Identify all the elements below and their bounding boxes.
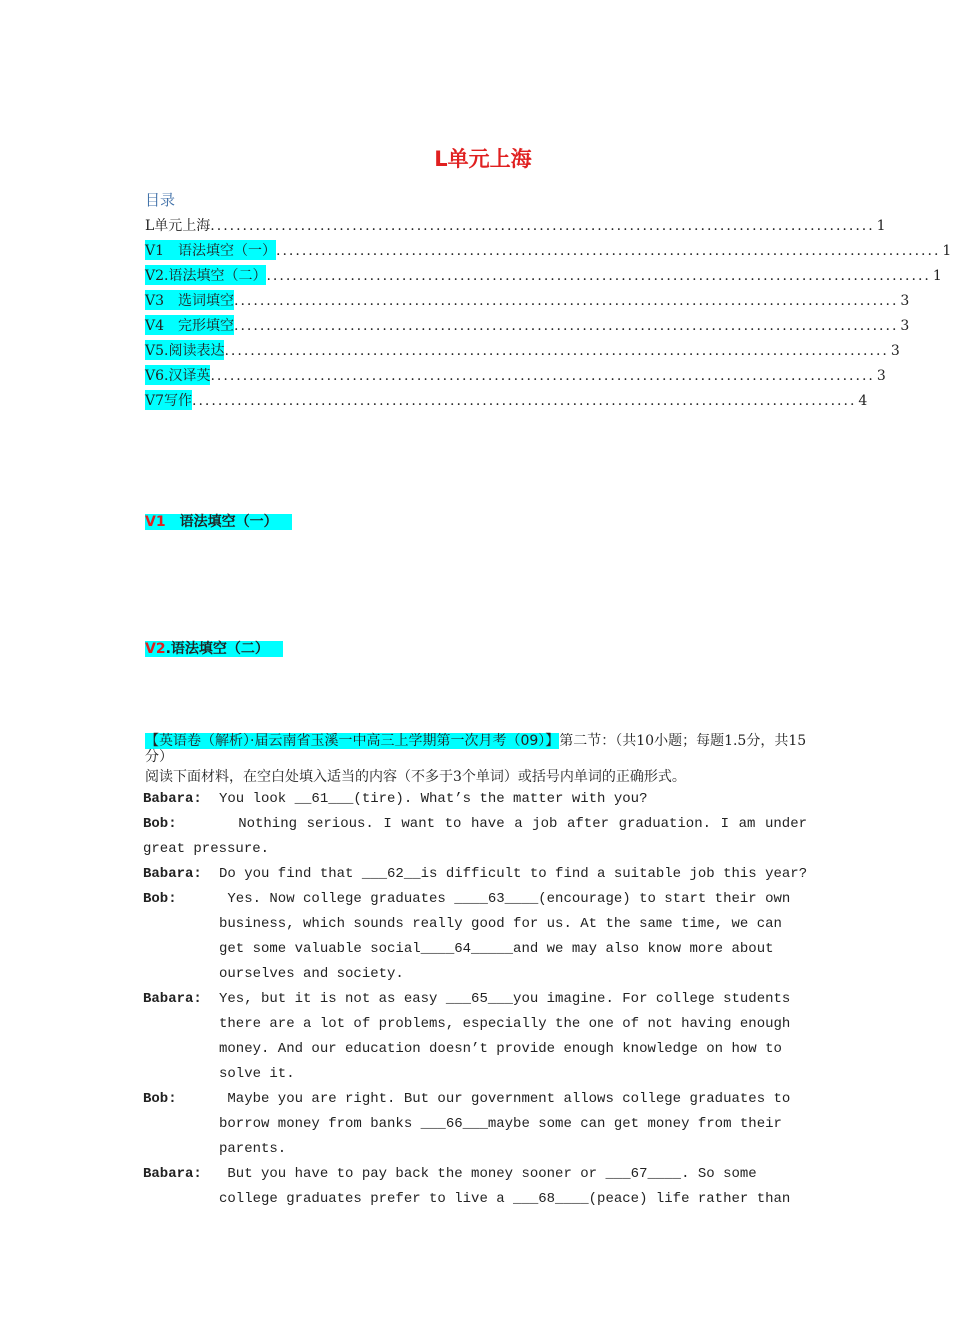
speaker-name: Babara: xyxy=(143,866,202,882)
dialog-text: Yes. Now college graduates ____63____(encourage) to start their own xyxy=(219,891,791,907)
section-v1-title: 语法填空（一） xyxy=(165,514,278,530)
dialog-line xyxy=(143,1137,807,1162)
toc-leader-dots: ....................................................................................................... xyxy=(210,368,875,384)
section-heading-v1 xyxy=(145,511,292,531)
dialog-line xyxy=(143,937,807,962)
toc-entry-page: 3 xyxy=(876,368,886,384)
section-v1-prefix: V1 xyxy=(145,514,166,530)
toc-entry[interactable] xyxy=(145,290,910,315)
dialog-text: get some valuable social____64_____and we may also know more about xyxy=(219,941,774,957)
toc-entry-label: V4 完形填空 xyxy=(145,315,234,335)
dialog-text: there are a lot of problems, especially the one of not having enough xyxy=(219,1016,791,1032)
toc-entry-label: V6.汉译英 xyxy=(145,365,210,385)
dialog-line xyxy=(143,862,807,887)
dialog-text: Do you find that ___62__is difficult to find a suitable job this year? xyxy=(219,866,808,882)
question-source xyxy=(145,733,825,765)
toc-entry[interactable] xyxy=(145,240,952,265)
dialog-line xyxy=(143,887,807,912)
dialog-line xyxy=(143,812,807,837)
dialog-line xyxy=(143,1037,807,1062)
speaker-name: Bob: xyxy=(143,1091,177,1107)
dialog-passage xyxy=(143,787,807,1212)
speaker-name: Bob: xyxy=(143,891,177,907)
source-section-info: 第二节：（共10小题；每题1.5分，共15分） xyxy=(145,733,807,765)
dialog-line xyxy=(143,912,807,937)
toc-entry[interactable] xyxy=(145,265,942,290)
toc-leader-dots: ....................................................................................................... xyxy=(234,293,899,309)
section-v2-prefix: V2 xyxy=(145,641,166,657)
dialog-line xyxy=(143,1087,807,1112)
dialog-text: parents. xyxy=(219,1141,287,1157)
dialog-text: great pressure. xyxy=(143,841,270,857)
dialog-line xyxy=(143,1062,807,1087)
toc-entry-page: 3 xyxy=(900,318,910,334)
toc-entry-label: V7写作 xyxy=(145,390,192,410)
toc-entry-page: 4 xyxy=(858,393,868,409)
table-of-contents xyxy=(145,215,952,415)
toc-leader-dots: ....................................................................................................... xyxy=(192,393,857,409)
page-title: L单元上海 xyxy=(434,147,532,171)
toc-entry-page: 1 xyxy=(932,268,942,284)
toc-entry-label: V1 语法填空（一） xyxy=(145,240,276,260)
toc-entry-label: L单元上海 xyxy=(145,218,211,234)
dialog-text: Yes, but it is not as easy ___65___you imagine. For college students xyxy=(219,991,791,1007)
toc-entry[interactable] xyxy=(145,315,910,340)
toc-entry[interactable] xyxy=(145,215,886,240)
toc-entry-page: 1 xyxy=(876,218,886,234)
source-citation: 【英语卷（解析）·届云南省玉溪一中高三上学期第一次月考（09）】 xyxy=(145,733,560,749)
dialog-text: borrow money from banks ___66___maybe some can get money from their xyxy=(219,1116,782,1132)
dialog-line xyxy=(143,1162,807,1187)
toc-leader-dots: ....................................................................................................... xyxy=(234,318,899,334)
toc-leader-dots: ....................................................................................................... xyxy=(224,343,889,359)
speaker-name: Babara: xyxy=(143,791,202,807)
toc-heading: 目录 xyxy=(145,191,176,209)
dialog-text: ourselves and society. xyxy=(219,966,404,982)
toc-leader-dots: ....................................................................................................... xyxy=(210,218,875,234)
dialog-text: money. And our education doesn’t provide enough knowledge on how to xyxy=(219,1041,782,1057)
instruction-text: 阅读下面材料，在空白处填入适当的内容（不多于3个单词）或括号内单词的正确形式。 xyxy=(145,769,686,785)
dialog-text: college graduates prefer to live a ___68____(peace) life rather than xyxy=(219,1191,791,1207)
toc-leader-dots: ....................................................................................................... xyxy=(266,268,931,284)
section-heading-v2 xyxy=(145,638,283,658)
dialog-line xyxy=(143,837,807,862)
speaker-name: Bob: xyxy=(143,816,177,832)
toc-entry-label: V3 选词填空 xyxy=(145,290,234,310)
toc-entry[interactable] xyxy=(145,390,868,415)
speaker-name: Babara: xyxy=(143,991,202,1007)
dialog-text: Maybe you are right. But our government allows college graduates to xyxy=(219,1091,791,1107)
toc-leader-dots: ....................................................................................................... xyxy=(276,243,941,259)
dialog-text: You look __61___(tire). What’s the matter with you? xyxy=(219,791,648,807)
dialog-line xyxy=(143,787,807,812)
dialog-line xyxy=(143,962,807,987)
section-v2-title: .语法填空（二） xyxy=(165,641,269,657)
dialog-line xyxy=(143,1187,807,1212)
dialog-line xyxy=(143,987,807,1012)
dialog-line xyxy=(143,1112,807,1137)
toc-entry-page: 1 xyxy=(942,243,952,259)
speaker-name: Babara: xyxy=(143,1166,202,1182)
toc-entry-label: V5.阅读表达 xyxy=(145,340,224,360)
dialog-line xyxy=(143,1012,807,1037)
toc-entry-page: 3 xyxy=(900,293,910,309)
toc-entry[interactable] xyxy=(145,365,886,390)
dialog-text: business, which sounds really good for us. At the same time, we can xyxy=(219,916,782,932)
dialog-text: solve it. xyxy=(219,1066,295,1082)
dialog-text: Nothing serious. I want to have a job after graduation. I am under xyxy=(219,816,807,832)
toc-entry[interactable] xyxy=(145,340,900,365)
dialog-text: But you have to pay back the money sooner or ___67____. So some xyxy=(219,1166,757,1182)
toc-entry-label: V2.语法填空（二） xyxy=(145,265,266,285)
toc-entry-page: 3 xyxy=(890,343,900,359)
